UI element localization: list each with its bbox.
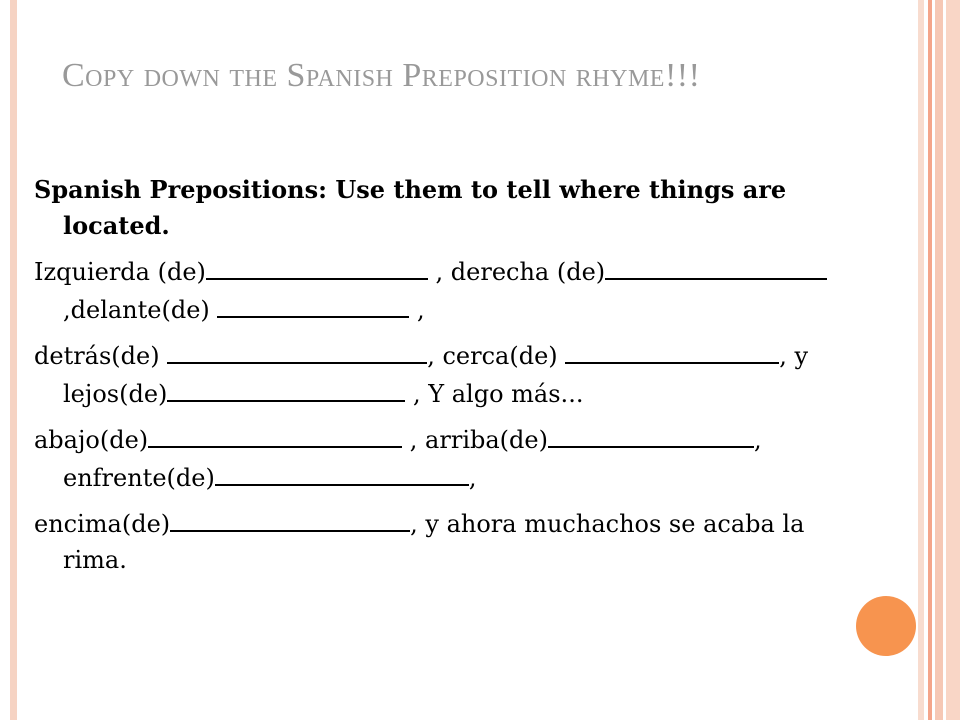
text-detras: detrás(de) [34,342,168,370]
blank-detras [167,336,427,364]
text-arriba: , arriba(de) [402,426,548,454]
rhyme-line-2 [34,336,834,412]
right-decorative-stripe-1 [918,0,924,720]
text-comma-1: , [409,296,425,324]
right-decorative-stripe-3 [935,0,943,720]
slide-title: Copy down the Spanish Preposition rhyme!!! [62,57,701,94]
rhyme-line-4 [34,504,834,578]
blank-cerca [565,336,779,364]
text-comma-3: , [468,464,477,492]
left-decorative-stripe [10,0,17,720]
blank-arriba [548,420,754,448]
right-decorative-stripe-2 [928,0,932,720]
blank-lejos [167,374,405,402]
blank-encima [170,504,410,532]
text-lejos: , y lejos(de) [63,342,809,408]
blank-derecha [605,252,827,280]
text-acaba-rima: , y ahora muchachos se acaba la rima. [63,510,805,574]
blank-delante [217,290,409,318]
rhyme-line-1 [34,252,834,328]
text-enfrente: , enfrente(de) [63,426,762,492]
right-decorative-stripe-4 [946,0,960,720]
text-encima: encima(de) [34,510,171,538]
text-izquierda: Izquierda (de) [34,258,206,286]
blank-enfrente [215,458,469,486]
text-delante: ,delante(de) [63,296,218,324]
rhyme-line-3 [34,420,834,496]
text-cerca: , cerca(de) [427,342,566,370]
heading-line: Spanish Prepositions: Use them to tell where things are located. [34,175,787,240]
blank-abajo [148,420,402,448]
blank-izquierda [206,252,428,280]
slide-content [34,172,834,586]
decorative-orange-circle [856,596,916,656]
text-derecha: , derecha (de) [427,258,606,286]
text-algo-mas: , Y algo más... [405,380,584,408]
text-abajo: abajo(de) [34,426,149,454]
